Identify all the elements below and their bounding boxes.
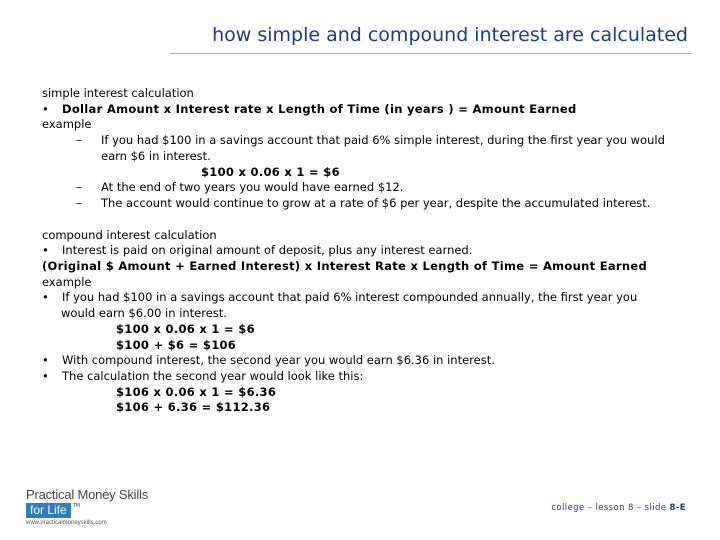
logo-line-2: for Life [26, 503, 71, 518]
compound-bullet-text: If you had $100 in a savings account that paid 6% interest compounded annually, the first year you [62, 290, 638, 305]
compound-intro: Interest is paid on original amount of deposit, plus any interest earned. [62, 243, 473, 258]
simple-example-label: example [42, 117, 92, 132]
footer-slide-number: 8-E [669, 503, 686, 513]
simple-item-1 [42, 133, 702, 164]
simple-calc: $100 x 0.06 x 1 = $6 [201, 164, 340, 179]
slide-content [42, 86, 702, 416]
simple-formula: Dollar Amount x Interest rate x Length of Time (in years ) = Amount Earned [62, 101, 577, 116]
bullet-icon: • [42, 368, 49, 383]
compound-bullet-3 [42, 369, 702, 385]
logo-line-1: Practical Money Skills [26, 487, 149, 502]
compound-heading: compound interest calculation [42, 227, 217, 242]
dash-icon: – [76, 133, 82, 148]
dash-icon: – [76, 195, 82, 210]
compound-bullet-1 [42, 290, 702, 306]
compound-example-label: example [42, 274, 92, 289]
compound-calc-1b: $100 + $6 = $106 [116, 337, 237, 352]
simple-item-3 [42, 196, 702, 212]
slide-footer [551, 503, 686, 513]
page-title: how simple and compound interest are calculated [212, 24, 688, 46]
compound-bullet-text: The calculation the second year would look like this: [62, 368, 364, 383]
simple-item-text: At the end of two years you would have earned $12. [101, 180, 404, 195]
compound-formula: (Original $ Amount + Earned Interest) x Interest Rate x Length of Time = Amount Earned [42, 259, 648, 274]
simple-item-text: If you had $100 in a savings account that paid 6% simple interest, during the first year you would earn $6 in interest. [101, 133, 665, 163]
compound-bullet-text: With compound interest, the second year you would earn $6.36 in interest. [62, 353, 495, 368]
title-divider [170, 53, 692, 54]
bullet-icon: • [42, 353, 49, 368]
simple-formula-item [42, 102, 702, 118]
logo-url: www.practicalmoneyskills.com [26, 520, 107, 526]
bullet-icon: • [42, 101, 49, 116]
bullet-icon: • [42, 243, 49, 258]
footer-text: college – lesson 8 – slide [551, 503, 670, 513]
compound-calc-2a: $106 x 0.06 x 1 = $6.36 [116, 384, 277, 399]
compound-intro-item [42, 243, 702, 259]
compound-bullet-2 [42, 353, 702, 369]
simple-item-text: The account would continue to grow at a rate of $6 per year, despite the accumulated interest. [101, 195, 651, 210]
logo-trademark: TM [72, 503, 81, 509]
brand-logo [26, 487, 166, 527]
simple-heading: simple interest calculation [42, 86, 194, 100]
compound-calc-2b: $106 + 6.36 = $112.36 [116, 400, 271, 415]
compound-calc-1a: $100 x 0.06 x 1 = $6 [116, 321, 255, 336]
simple-item-2 [42, 180, 702, 196]
bullet-icon: • [42, 290, 49, 305]
dash-icon: – [76, 180, 82, 195]
compound-bullet-1-cont: would earn $6.00 in interest. [61, 306, 227, 321]
